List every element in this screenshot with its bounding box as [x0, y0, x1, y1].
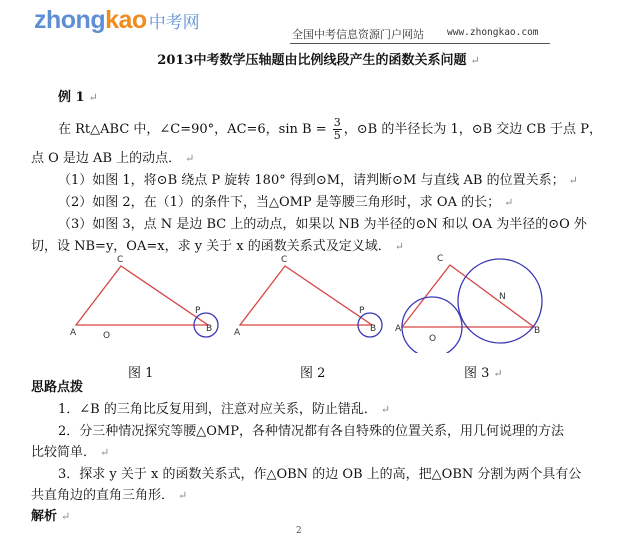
figure-3-label-o: O — [429, 334, 437, 344]
hint-1: 1．∠B 的三角比反复用到，注意对应关系，防止错乱． ↵ — [58, 402, 391, 417]
figure-2-label-a: A — [234, 328, 241, 338]
figure-1-triangle — [76, 266, 208, 325]
logo-part-zhong: zhong — [34, 6, 106, 34]
figure-2-triangle — [240, 266, 372, 325]
question-3: （3）如图 3，点 N 是边 BC 上的动点，如果以 NB 为半径的⊙N 和以 OA 为半径的⊙O 外 — [58, 217, 587, 232]
example-text-b: ，⊙B 的半径长为 1，⊙B 交边 CB 于点 P， — [343, 122, 602, 137]
question-3-cont: 切，设 NB=y，OA=x，求 y 关于 x 的函数关系式及定义域． ↵ — [31, 239, 404, 254]
paragraph-mark-icon: ↵ — [470, 54, 480, 67]
paragraph-mark-icon: ↵ — [394, 240, 404, 253]
question-2: （2）如图 2，在（1）的条件下，当△OMP 是等腰三角形时，求 OA 的长； ↵ — [58, 195, 514, 210]
figure-1-label-p: P — [195, 306, 201, 316]
paragraph-mark-icon: ↵ — [100, 446, 110, 459]
paragraph-mark-icon: ↵ — [185, 152, 195, 165]
site-slogan: 全国中考信息资源门户网站 — [292, 28, 424, 41]
figure-1 — [66, 250, 226, 345]
site-logo — [34, 6, 200, 34]
figure-3-circle-o — [402, 297, 462, 353]
hints-heading: 思路点拨 — [31, 380, 84, 395]
hint-3: 3．探求 y 关于 x 的函数关系式，作△OBN 的边 OB 上的高，把△OBN 分割为两个具有公 — [58, 467, 582, 482]
paragraph-mark-icon: ↵ — [178, 489, 188, 502]
example-heading: 例 1 ↵ — [58, 90, 98, 105]
figure-2 — [230, 250, 390, 345]
paragraph-mark-icon: ↵ — [493, 367, 503, 380]
figure-2-caption: 图 2 — [300, 366, 326, 381]
figure-3-label-b: B — [534, 326, 541, 336]
figure-3-label-n: N — [499, 292, 506, 302]
figure-1-label-c: C — [117, 255, 124, 265]
figure-1-label-b: B — [206, 324, 213, 334]
figure-2-label-b: B — [370, 324, 377, 334]
paragraph-mark-icon: ↵ — [61, 510, 71, 523]
hint-2-cont: 比较简单． ↵ — [31, 445, 110, 460]
logo-chinese: 中考网 — [148, 13, 200, 33]
hint-2: 2．分三种情况探究等腰△OMP，各种情况都有各自特殊的位置关系，用几何说理的方法 — [58, 424, 564, 439]
figure-1-caption: 图 1 — [128, 366, 154, 381]
paragraph-mark-icon: ↵ — [88, 91, 98, 104]
logo-part-kao: kao — [105, 6, 147, 34]
figure-3-label-a: A — [395, 324, 402, 334]
figure-3-caption: 图 3 ↵ — [464, 366, 503, 381]
header-divider — [290, 43, 550, 44]
example-paragraph-1 — [58, 117, 602, 142]
figure-1-label-a: A — [70, 328, 77, 338]
paragraph-mark-icon: ↵ — [568, 174, 578, 187]
fraction-three-fifths: $\frac{3}{5}$ — [333, 116, 341, 142]
question-1: （1）如图 1，将⊙B 绕点 P 旋转 180° 得到⊙M，请判断⊙M 与直线 AB 的位置关系； ↵ — [58, 173, 578, 188]
figure-1-label-o: O — [103, 331, 111, 341]
page-number: 2 — [296, 526, 302, 536]
paragraph-mark-icon: ↵ — [504, 196, 514, 209]
example-text-a: 在 Rt△ABC 中，∠C=90°，AC=6，sin B = — [58, 122, 327, 137]
figure-3-label-c: C — [437, 254, 444, 264]
site-url: www.zhongkao.com — [447, 27, 539, 38]
page-title: 2013中考数学压轴题由比例线段产生的函数关系问题 ↵ — [157, 53, 480, 68]
figure-2-label-c: C — [281, 255, 288, 265]
paragraph-mark-icon: ↵ — [380, 403, 391, 416]
solution-heading: 解析 ↵ — [31, 509, 71, 524]
example-paragraph-1-cont: 点 O 是边 AB 上的动点． ↵ — [31, 151, 195, 166]
figure-3 — [394, 243, 554, 353]
hint-3-cont: 共直角边的直角三角形． ↵ — [31, 488, 188, 503]
figure-2-label-p: P — [359, 306, 365, 316]
